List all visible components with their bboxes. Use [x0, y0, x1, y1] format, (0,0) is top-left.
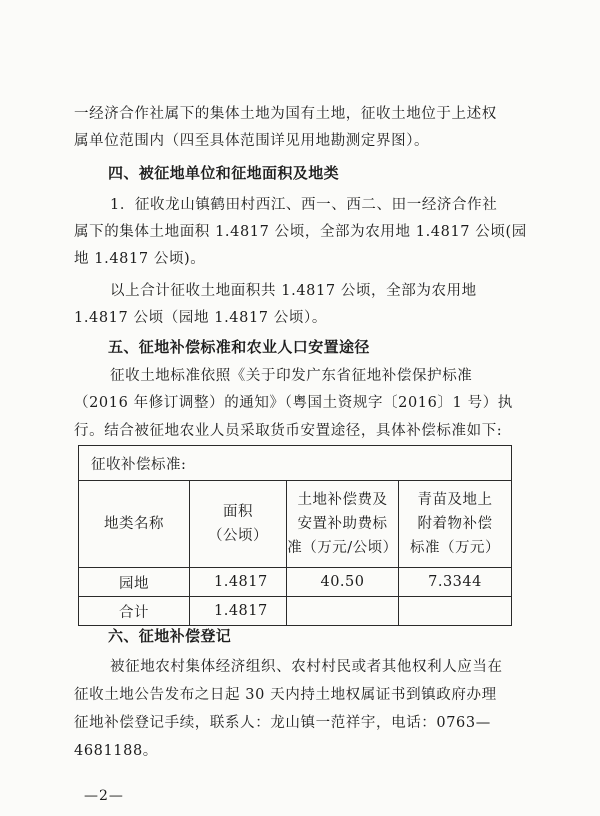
paragraph-line: 地 1.4817 公顷)。 — [74, 251, 206, 267]
paragraph-line: 1.4817 公顷（园地 1.4817 公顷）。 — [74, 310, 327, 326]
paragraph-line: 征收土地标准依照《关于印发广东省征地补偿保护标准 — [110, 368, 473, 384]
header-land-compensation: 土地补偿费及 安置补助费标 准（万元/公顷） — [287, 481, 399, 568]
section-heading: 四、被征地单位和征地面积及地类 — [108, 164, 340, 182]
table-caption: 征收补偿标准: — [79, 446, 512, 481]
cell-area: 1.4817 — [190, 597, 287, 626]
header-category: 地类名称 — [79, 481, 190, 568]
paragraph-line: 属单位范围内（四至具体范围详见用地勘测定界图）。 — [74, 133, 430, 149]
cell-land: 40.50 — [287, 568, 399, 597]
paragraph-line: 一经济合作社属下的集体土地为国有土地，征收土地位于上述权 — [74, 106, 497, 122]
cell-category: 合计 — [79, 597, 190, 626]
cell-area: 1.4817 — [190, 568, 287, 597]
paragraph-line: 征地补偿登记手续，联系人：龙山镇一范祥宇，电话：0763— — [74, 715, 491, 731]
table-row — [79, 568, 512, 597]
paragraph-line: 1．征收龙山镇鹤田村西江、西一、西二、田一经济合作社 — [110, 197, 498, 213]
cell-land — [287, 597, 399, 626]
paragraph-line: （2016 年修订调整）的通知》（粤国土资规字〔2016〕1 号）执 — [74, 395, 513, 411]
header-crop-compensation: 青苗及地上 附着物补偿 标准（万元） — [399, 481, 512, 568]
section-heading: 六、征地补偿登记 — [108, 627, 232, 645]
paragraph-line: 征收土地公告发布之日起 30 天内持土地权属证书到镇政府办理 — [74, 687, 497, 703]
paragraph-line: 属下的集体土地面积 1.4817 公顷，全部为农用地 1.4817 公顷(园 — [74, 224, 527, 240]
cell-crop — [399, 597, 512, 626]
paragraph-line: 被征地农村集体经济组织、农村村民或者其他权利人应当在 — [110, 659, 503, 675]
page-number: —2— — [84, 788, 124, 804]
compensation-table — [78, 445, 512, 626]
table-row — [79, 597, 512, 626]
header-area: 面积 （公顷） — [190, 481, 287, 568]
paragraph-line: 4681188。 — [74, 743, 158, 759]
paragraph-line: 以上合计征收土地面积共 1.4817 公顷，全部为农用地 — [110, 283, 477, 299]
cell-crop: 7.3344 — [399, 568, 512, 597]
paragraph-line: 行。结合被征地农业人员采取货币安置途径，具体补偿标准如下: — [74, 423, 503, 439]
cell-category: 园地 — [79, 568, 190, 597]
section-heading: 五、征地补偿标准和农业人口安置途径 — [108, 338, 370, 356]
